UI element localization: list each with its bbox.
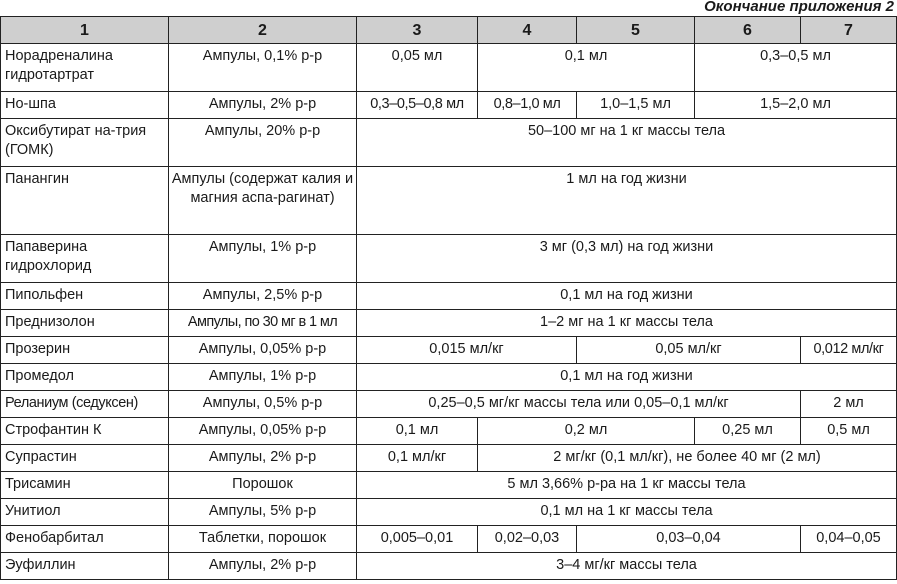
dose-cell: 1,5–2,0 мл [695,92,897,119]
dose-cell: 50–100 мг на 1 кг массы тела [357,119,897,167]
drug-form: Ампулы, 0,05% р-р [169,337,357,364]
dose-cell: 3–4 мг/кг массы тела [357,553,897,580]
drug-form: Ампулы, 0,05% р-р [169,418,357,445]
table-row [1,337,897,364]
table-row [1,418,897,445]
dose-cell: 0,1 мл [478,44,695,92]
dose-cell: 0,8–1,0 мл [478,92,577,119]
col-header-7: 7 [801,17,897,44]
dose-cell: 2 мл [801,391,897,418]
col-header-3: 3 [357,17,478,44]
table-row [1,92,897,119]
drug-name: Супрастин [1,445,169,472]
dose-cell: 0,3–0,5 мл [695,44,897,92]
dose-cell: 0,2 мл [478,418,695,445]
col-header-4: 4 [478,17,577,44]
table-row [1,364,897,391]
drug-name: Преднизолон [1,310,169,337]
drug-form: Ампулы, по 30 мг в 1 мл [169,310,357,337]
drug-name: Строфантин К [1,418,169,445]
dose-cell: 1–2 мг на 1 кг массы тела [357,310,897,337]
dosage-table [0,16,897,580]
drug-form: Ампулы (содержат калия и магния аспа-рагинат) [169,167,357,235]
drug-form: Ампулы, 1% р-р [169,235,357,283]
drug-form: Ампулы, 0,1% р-р [169,44,357,92]
dose-cell: 1,0–1,5 мл [577,92,695,119]
dose-cell: 0,012 мл/кг [801,337,897,364]
drug-form: Ампулы, 20% р-р [169,119,357,167]
drug-form: Ампулы, 1% р-р [169,364,357,391]
table-row [1,391,897,418]
drug-name: Но-шпа [1,92,169,119]
header-row [1,17,897,44]
table-row [1,235,897,283]
col-header-2: 2 [169,17,357,44]
table-row [1,119,897,167]
dose-cell: 0,05 мл/кг [577,337,801,364]
appendix-caption: Окончание приложения 2 [704,0,894,15]
drug-form: Таблетки, порошок [169,526,357,553]
table-row [1,167,897,235]
dose-cell: 0,04–0,05 [801,526,897,553]
table-row [1,526,897,553]
col-header-6: 6 [695,17,801,44]
table-row [1,44,897,92]
drug-form: Ампулы, 5% р-р [169,499,357,526]
dose-cell: 0,03–0,04 [577,526,801,553]
drug-name: Реланиум (седуксен) [1,391,169,418]
drug-form: Ампулы, 2% р-р [169,92,357,119]
drug-name: Эуфиллин [1,553,169,580]
dose-cell: 0,1 мл на год жизни [357,283,897,310]
table-row [1,445,897,472]
dose-cell: 0,05 мл [357,44,478,92]
dose-cell: 0,1 мл на год жизни [357,364,897,391]
drug-form: Ампулы, 2% р-р [169,553,357,580]
dose-cell: 0,25 мл [695,418,801,445]
dose-cell: 0,1 мл на 1 кг массы тела [357,499,897,526]
dose-cell: 1 мл на год жизни [357,167,897,235]
drug-name: Фенобарбитал [1,526,169,553]
table-row [1,553,897,580]
drug-name: Норадреналина гидротартрат [1,44,169,92]
dose-cell: 5 мл 3,66% р-ра на 1 кг массы тела [357,472,897,499]
dose-cell: 0,5 мл [801,418,897,445]
table-row [1,499,897,526]
drug-name: Прозерин [1,337,169,364]
dose-cell: 0,02–0,03 [478,526,577,553]
dose-cell: 0,005–0,01 [357,526,478,553]
dose-cell: 2 мг/кг (0,1 мл/кг), не более 40 мг (2 мл) [478,445,897,472]
table-row [1,310,897,337]
drug-form: Порошок [169,472,357,499]
col-header-5: 5 [577,17,695,44]
dose-cell: 0,25–0,5 мг/кг массы тела или 0,05–0,1 мл/кг [357,391,801,418]
drug-form: Ампулы, 2,5% р-р [169,283,357,310]
drug-name: Трисамин [1,472,169,499]
dose-cell: 0,3–0,5–0,8 мл [357,92,478,119]
drug-name: Панангин [1,167,169,235]
table-row [1,283,897,310]
dose-cell: 0,015 мл/кг [357,337,577,364]
drug-name: Оксибутират на-трия (ГОМК) [1,119,169,167]
drug-name: Пипольфен [1,283,169,310]
drug-name: Промедол [1,364,169,391]
col-header-1: 1 [1,17,169,44]
table-row [1,472,897,499]
dose-cell: 3 мг (0,3 мл) на год жизни [357,235,897,283]
drug-name: Папаверина гидрохлорид [1,235,169,283]
drug-form: Ампулы, 0,5% р-р [169,391,357,418]
dose-cell: 0,1 мл/кг [357,445,478,472]
drug-form: Ампулы, 2% р-р [169,445,357,472]
drug-name: Унитиол [1,499,169,526]
dose-cell: 0,1 мл [357,418,478,445]
